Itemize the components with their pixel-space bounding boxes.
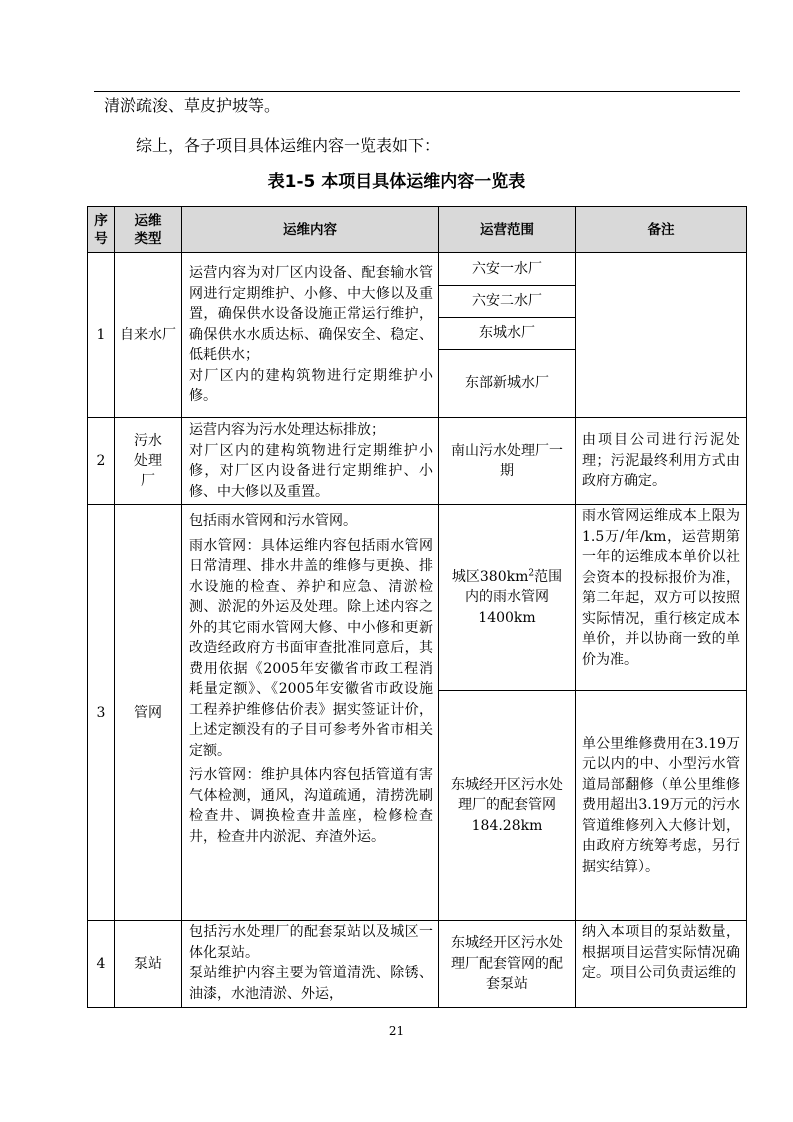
row-content: 包括雨水管网和污水管网。 雨水管网：具体运维内容包括雨水管网日常清理、排水井盖的维修与更换、排水设施的检查、养护和应急、清淤检测、淤泥的外运及处理。除上述内容之外的其它雨水管网大修、中小修和更新改造经政府方书面审查批准同意后，其费用依据《2005年安徽省市政工程消耗量定额》、《2005年安徽省市政设施工程养护维修估价表》据实签证计价，上述定额没有的子目可参考外省市相关定额。 污水管网：维护具体内容包括管道有害气体检测，通风，沟道疏通，清捞洗刷检查井、调换检查井盖座，检修检查井，检查井内淤泥、弃渣外运。 xyxy=(182,505,439,921)
row-remark: 雨水管网运维成本上限为1.5万/年/km，运营期第一年的运维成本单价以社会资本的投标报价为准，第二年起，双方可以按照实际情况，重行核定成本单价，并以协商一致的单价为准。 xyxy=(576,505,747,691)
scope-cell: 六安一水厂 xyxy=(439,253,576,286)
row-content: 运营内容为对厂区内设备、配套输水管网进行定期维护、小修、中大修以及重置，确保供水设备设施正常运行维护，确保供水水质达标、确保安全、稳定、低耗供水； 对厂区内的建构筑物进行定期维护小修。 xyxy=(182,253,439,418)
table-row xyxy=(88,505,747,691)
table-row xyxy=(88,253,747,286)
row-type: 管网 xyxy=(115,505,182,921)
row-number: 1 xyxy=(88,253,115,418)
scope-cell: 东城水厂 xyxy=(439,318,576,350)
scope-cell: 城区$380km^2$范围内的雨水管网1400km xyxy=(439,505,576,691)
row-remark: 单公里维修费用在3.19万元以内的中、小型污水管道局部翻修（单公里维修费用超出3.19万元的污水管道维修列入大修计划，由政府方统筹考虑，另行据实结算）。 xyxy=(576,691,747,921)
row-type: 泵站 xyxy=(115,921,182,1008)
table-header-row xyxy=(88,207,747,253)
row-number: 2 xyxy=(88,418,115,505)
row-content: 运营内容为污水处理达标排放； 对厂区内的建构筑物进行定期维护小修，对厂区内设备进行定期维护、小修、中大修以及重置。 xyxy=(182,418,439,505)
header-rule xyxy=(94,91,740,92)
row-content: 包括污水处理厂的配套泵站以及城区一体化泵站。 泵站维护内容主要为管道清洗、除锈、油漆，水池清淤、外运， xyxy=(182,921,439,1008)
scope-cell: 六安二水厂 xyxy=(439,286,576,318)
scope-cell: 东部新城水厂 xyxy=(439,350,576,418)
row-type: 污水处理厂 xyxy=(115,418,182,505)
header-scope: 运营范围 xyxy=(439,207,576,253)
row-number: 4 xyxy=(88,921,115,1008)
row-remark: 由项目公司进行污泥处理；污泥最终利用方式由政府方确定。 xyxy=(576,418,747,505)
intro-paragraph: 清淤疏浚、草皮护坡等。 xyxy=(104,96,281,115)
page-number: 21 xyxy=(388,1024,405,1038)
scope-cell: 东城经开区污水处理厂的配套管网184.28km xyxy=(439,691,576,921)
header-content: 运维内容 xyxy=(182,207,439,253)
row-type: 自来水厂 xyxy=(115,253,182,418)
scope-cell: 东城经开区污水处理厂配套管网的配套泵站 xyxy=(439,921,576,1008)
header-remark: 备注 xyxy=(576,207,747,253)
header-seq: 序 号 xyxy=(88,207,115,253)
row-number: 3 xyxy=(88,505,115,921)
summary-paragraph: 综上，各子项目具体运维内容一览表如下： xyxy=(136,136,441,155)
maintenance-content-table xyxy=(87,206,747,1008)
table-row xyxy=(88,921,747,1008)
header-type: 运维 类型 xyxy=(115,207,182,253)
row-remark xyxy=(576,253,747,418)
row-remark: 纳入本项目的泵站数量，根据项目运营实际情况确定。项目公司负责运维的 xyxy=(576,921,747,1008)
table-title: 表1-5 本项目具体运维内容一览表 xyxy=(267,172,526,192)
table-row xyxy=(88,418,747,505)
scope-cell: 南山污水处理厂一期 xyxy=(439,418,576,505)
